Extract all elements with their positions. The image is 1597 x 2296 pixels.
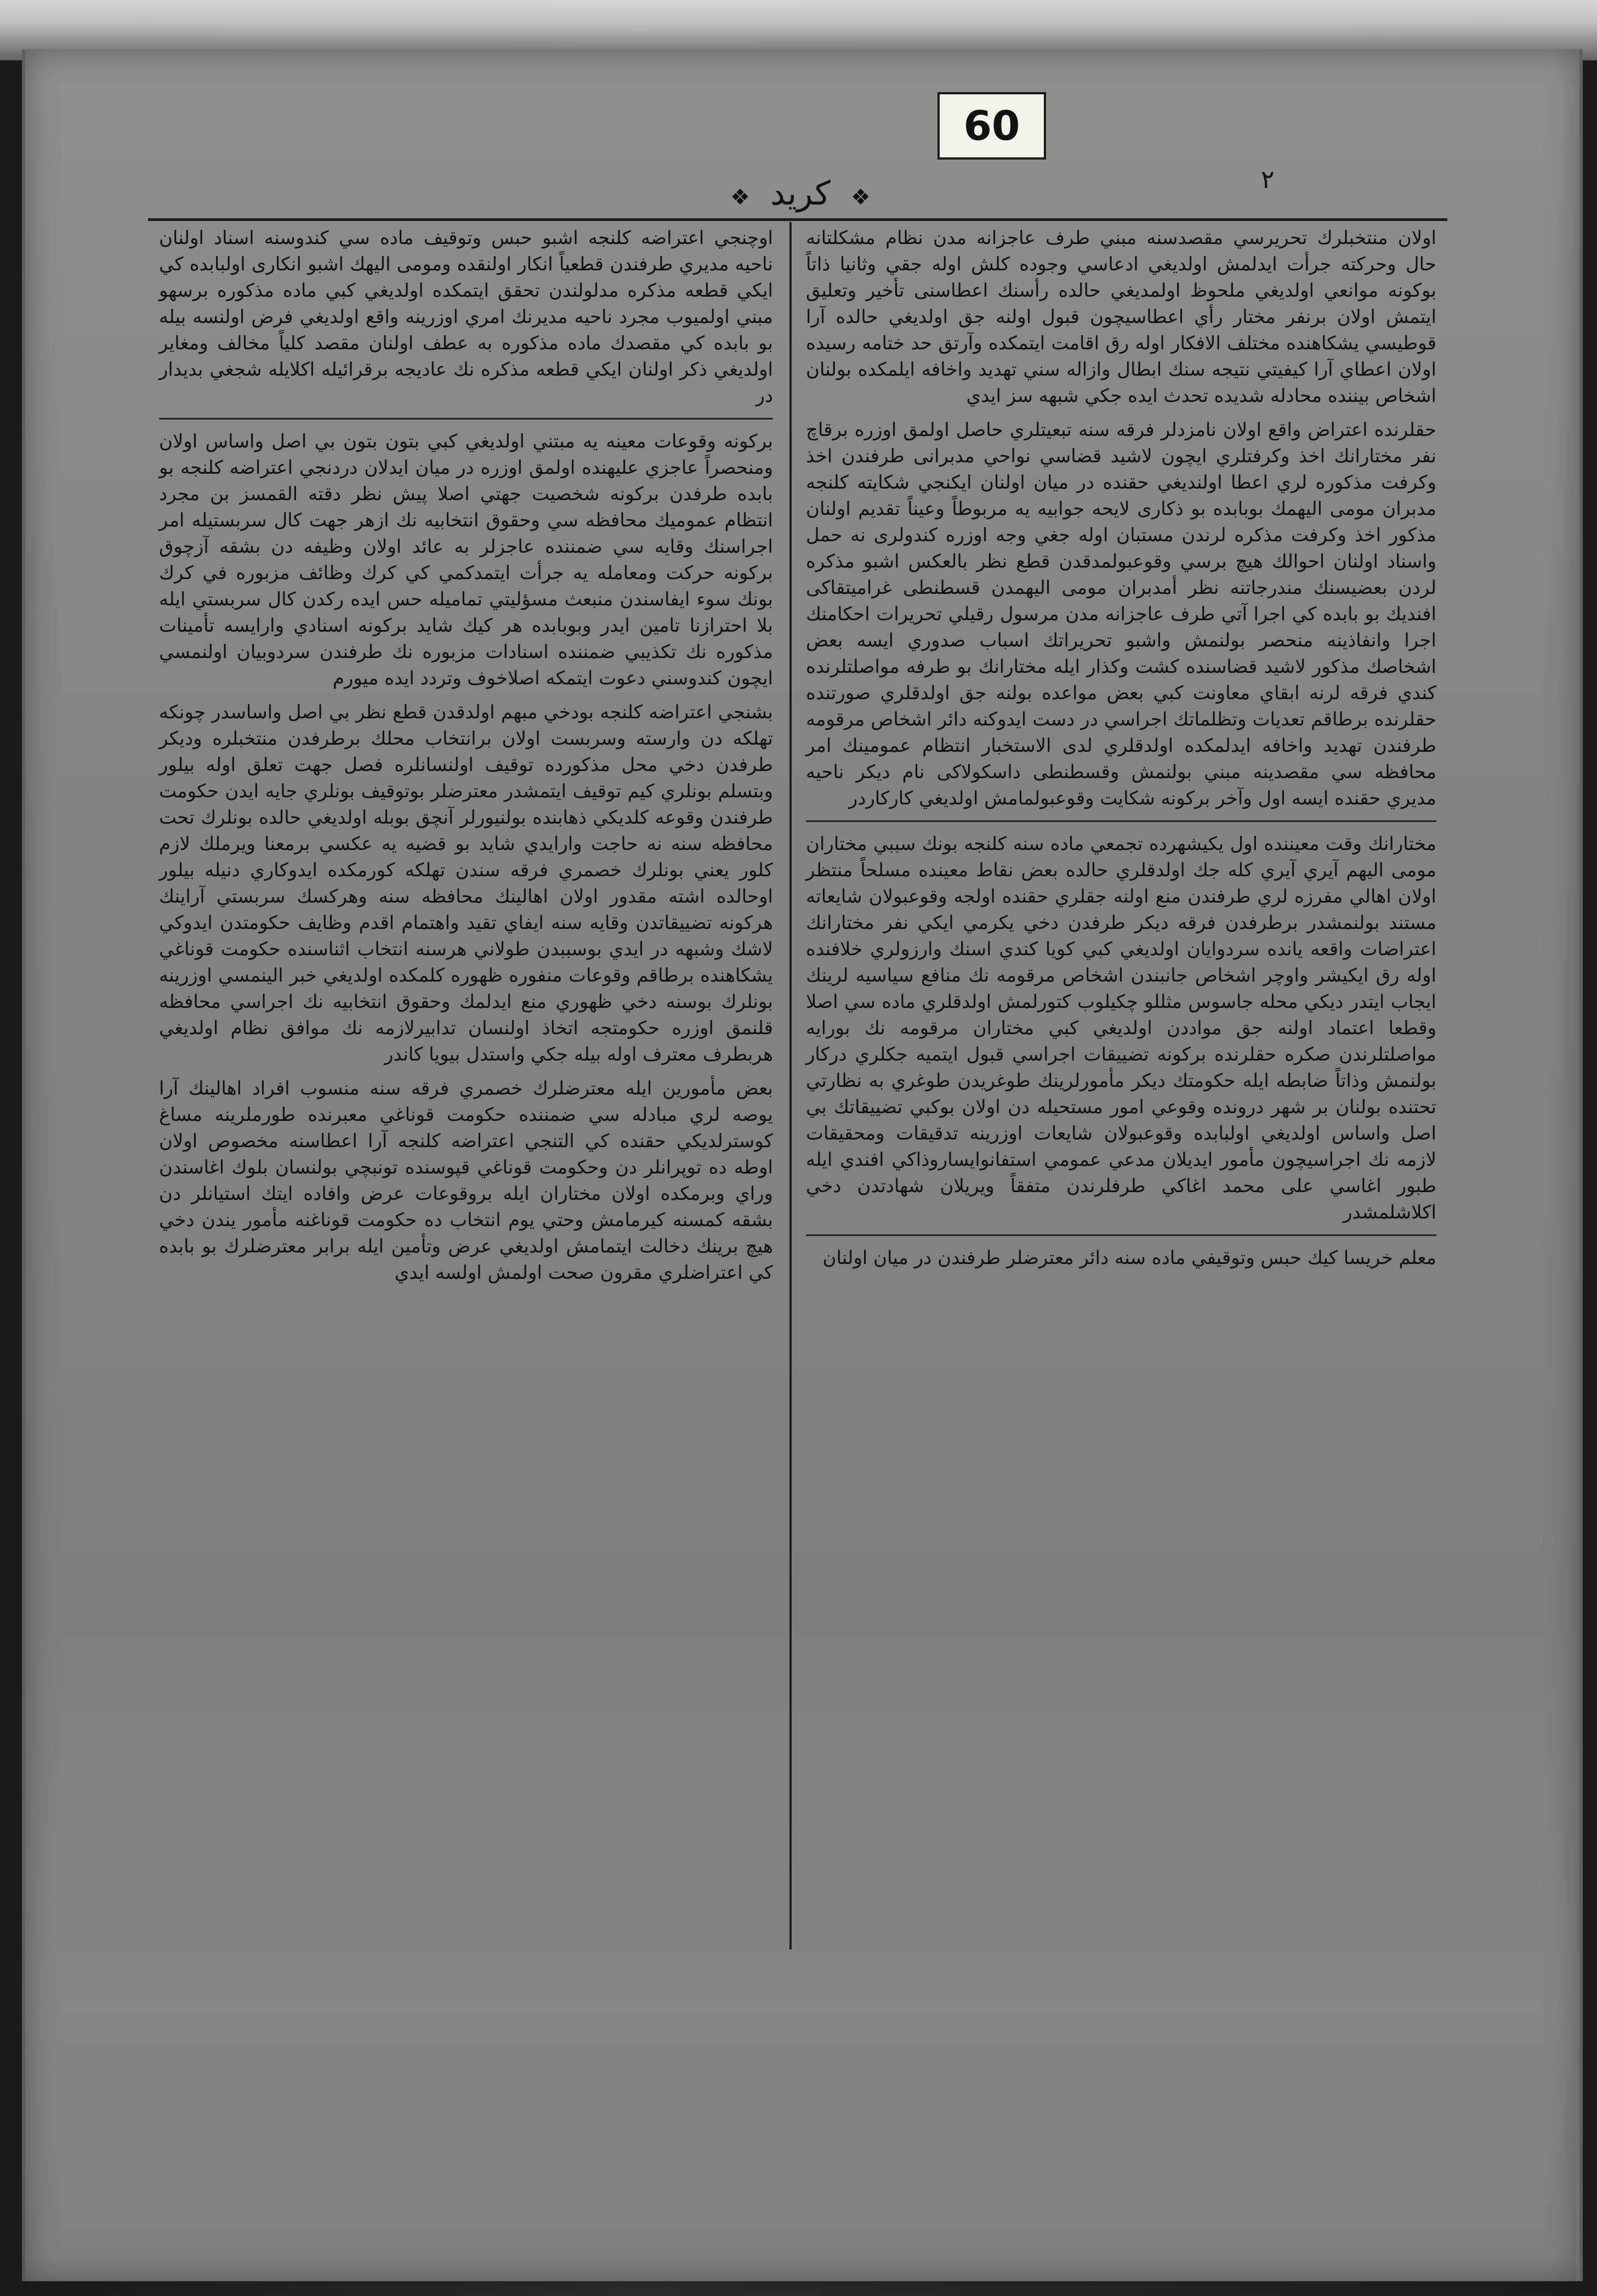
paragraph: اولان منتخبلرك تحريرسي مقصدسنه مبني طرف عاجزانه مدن نظام مشكلتانه حال وحركته جرأت ايدلمش اولديغي ادعاسي وجوده كلش اوله جقي وثانيا ذاتاً بوكونه موانعي اولديغي ملحوظ اولمديغي حالده رأسنك اعطاسنى تأخير وتعليق ايتمش اولان برنفر مختار رأي اعطاسيچون قبول اولنه جق اولديغي حالده آرا قوطيسي يشكاهنده مختلف الافكار اوله رق اقامت ايتمكده وآرتق حد ختامه رسيده اولان اعطاي آرا كيفيتي نتيجه سنك ابطال وازاله سني تهديد واخافه ايلمكده بولنان اشخاص بيننده محادله شديده تحدث ايده جكي شبهه سز ايدي xyxy=(806,227,1436,407)
paragraph: بركونه وقوعات معينه يه مبتني اولديغي كبي بتون بتون بي اصل واساس اولان ومنحصراً عاجزي عليهنده اولمق اوزره در ميان ايدلان دردنجي اعتراضه كلنجه بو بابده طرفدن بركونه شخصيت جهتي اصلا پيش نظر دقته القمسز بن مجرد انتظام عموميك محافظه سي وحقوق انتخابيه نك ازهر جهت كال سربستيله امر اجراسنك وقايه سي ضمننده عاجزلر به عائد اولان وظيفه دن بشقه آزچوق بركونه حركت ومعامله يه جرأت ايتمدكمي كي كرك وظائف مزبوره في كرك بونك سوء ايفاسندن منبعث مسؤليتي تماميله حس ايده ركدن كال سربستي ايله بلا احترازنا تامين ايدر وبوبابده هر كيك شايد بركونه اسنادي وارايسه تأمينات مذكوره نك تكذيبي ضمننده اسنادات مزبوره نك طرفندن سردوبيان اولنمسي ايچون كندوسني دعوت ايتمكه اصلاخوف وتردد ايده ميورم xyxy=(159,430,773,689)
section-divider xyxy=(159,418,773,419)
section-divider xyxy=(806,1234,1436,1236)
folio-number: ٢ xyxy=(1261,165,1275,194)
ornament-icon: ❖ xyxy=(730,185,750,210)
ornament-icon: ❖ xyxy=(851,185,871,210)
paragraph: معلم خريسا كيك حبس وتوقيفي ماده سنه دائر معترضلر طرفندن در ميان اولنان xyxy=(822,1247,1436,1269)
masthead-title: كريد xyxy=(770,174,831,213)
page-bottom-shadow xyxy=(22,2002,1576,2287)
paragraph: بشنجي اعتراضه كلنجه بودخي مبهم اولدقدن قطع نظر بي اصل واساسدر چونكه تهلكه دن وارسته وسربست اولان برانتخاب محلك برطرفدن منتخبلره وديكر طرفدن دخي محل مذكورده توقيف اولنسانلره فصل جهت تعلق اوله بيلور وبتسلم بونلري كيم توقيف ايتمشدر معترضلر بوتوقيف بونلري جايه ايدن حكومت طرفندن وقوعه كلديكي ذهابنده بولنيورلر آنچق بوبله اولديغي حالده بونلرك تحت محافظه سنه نه حاجت وارايدي شايد بو قضيه يه عكسي برمعنا ويرملك لازم كلور يعني بونلرك خصمري فرقه سندن تهلكه كورمكده ايدوكاري دنيله بيلور اوحالده اشته مقدور اولان اهالينك محافظه سنه وهركسك سربستي آراينك هركونه تضييقاتدن وقايه سنه ايفاي تقيد واهتمام اقدم وظايف حكومتدن ايدوكي لاشك وشبهه در ايدي بوسببدن طولاني هرسنه انتخاب اثناسنده حكومت قوناغي يشكاهنده برطاقم وقوعات منفوره ظهوره كلمكده اولديغي خبر الينمسي اوزرينه بونلرك بوسنه دخي ظهوري منع ايدلمك وحقوق انتخابيه نك اجراسي محافظه قلنمق اوزره حكومتجه اتخاذ اولنسان تدابيرلازمه نك موافق نظام اولديغي هربطرف معترف اوله بيله جكي واستدل بيويا كاندر xyxy=(159,701,773,1065)
page-number-label: 60 xyxy=(937,92,1046,160)
paragraph: بعض مأمورين ايله معترضلرك خصمري فرقه سنه منسوب افراد اهالينك آرا يوصه لري مبادله سي ضمننده حكومت قوناغي معبرنده طورملرينه مساغ كوسترلديكي حقنده كي التنجي اعتراضه كلنجه آرا اعطاسنه مخصوص اولان اوطه ده توپرانلر دن وحكومت قوناغي قپوسنده تونبچي بولنسان بلوك اغاسندن وراي وبرمكده اولان مختاران ايله بروقوعات عرض وافاده ايتك استيانلر دن بشقه كمسنه كيرمامش وحتي يوم انتخاب ده حكومت قوناغنه مأمور يندن دخي هيچ برينك دخالت ايتمامش اولديغي عرض وتأمين ايله برابر معترضلرك بو بابده كي اعتراضلري مقرون صحت اولمش اولسه ايدي xyxy=(159,1078,773,1284)
paragraph: حقلرنده اعتراض واقع اولان نامزدلر فرقه سنه تبعيتلري حاصل اولمق اوزره برقاچ نفر مختارانك اخذ وكرفتلري ايچون لاشيد قضاسي نواحي مدبرانى طرفندن اخذ وكرفت مذكوره لري اعطا اولنديغي حقنده در ميان اولنان ايكنجي شكايته كلنجه مدبران مومى اليهمك بوبابده بو ذكارى لايحه جوابيه يه مربوطاً وعيناً تقديم اولنان مذكور اخذ وكرفت مذكره لرندن مستبان اوله جغي وجه اوزره كندولرى نه حمل واسناد اولنان احوالك هيچ برسي وقوعبولمدقدن قطع نظر بالعكس اشبو مذكره لردن بعضيسنك مندرجاتنه نظر أمدبران مومى اليهمدن قسطنطى غراميتقاكى افنديك بو بابده كي اجرا آتي طرف عاجزانه مدن مرسول رقيلي تحريرات احكامنك اجرا وانفاذينه منحصر بولنمش واشبو تحريراتك اسباب صدوري ايسه بعض اشخاصك مذكور لاشيد قضاسنده كشت وكذار ايله مختارانك بو طرفه مواصلتلرنده كندي فرقه لرنه ابقاي معاونت كبي بعض مواعده بولنه جق اولدقلري صورتنده حقلرنده برطاقم تعديات وتظلماتك اجراسي در دست ايدوكنه دائر اشخاص مرقومه طرفندن تهديد واخافه ايدلمكده اولدقلري لدى الاستخبار انتظام عمومينك امر محافظه سي مقصدينه مبني بولنمش وقسطنطى داسكولاكى نام ديكر ناحيه مديري حقنده ايسه اول وآخر بركونه شكايت وقوعبولمامش اولديغي كاركاردر xyxy=(806,419,1436,809)
right-column xyxy=(806,225,1436,1279)
header-rule xyxy=(148,218,1447,221)
paragraph: مختارانك وقت معيننده اول يكيشهرده تجمعي ماده سنه كلنجه بونك سببي مختاران مومى اليهم آيري آيري كله جك اولدقلري حالده بعض نقاط معينده مسلحاً منتظر اولان اهالي مفرزه لري طرفندن منع اولنه جقلري حقنده اولجه وقوعبولان شايعاته مستند بولنمشدر برطرفدن فرقه ديكر طرفدن دخي يكرمي ايكي نفر مختارانك اعتراضات واقعه يانده سردوايان اولديغي كبي كويا كندي اسنك وارزولري خلافنده اوله رق ايكيشر واوچر اشخاص جانبندن اشخاص مرقومه نك منافع سياسيه لرينك ايجاب ايتدر ديكي محله جاسوس مثللو چكيلوب كتورلمش اولدقلري ماده سي اصلا وقطعا اعتماد اولنه جق مواددن اولديغي كبي مختاران مرقومه نك بورايه مواصلتلرندن صكره حقلرنده بركونه تضييقات اجراسي قبول ايتميه جكلري دركار بولنمش وذاتاً ضابطه ايله حكومتك ديكر مأمورلرينك طوغريدن طوغري به نظارتي تحتنده بولنان بر شهر درونده وقوعي امور مستحيله دن اولان بوكبي تضييقاتك بي اصل واساس اولديغي اولبابده وقوعبولان شايعات اوزرينه تدقيقات ومحقيقات لازمه نك اجراسيچون مأمور ايديلان مدعي عمومي استفانوايساروذاكي افندي ايله طبور اغاسي على محمد اغاكي طرفلرندن متفقاً ويريلان شهادتدن دخي اكلاشلمشدر xyxy=(806,833,1436,1223)
section-divider xyxy=(806,820,1436,822)
paragraph: اوچنجي اعتراضه كلنجه اشبو حبس وتوقيف ماده سي كندوسنه اسناد اولنان ناحيه مديري طرفندن قطعياً انكار اولنقده ومومى اليهك اشبو انكارى اولبابده كي ايكي قطعه مذكره مدلولندن تحقق ايتمكده اولديغي كبي ماده مذكوره برسهو مبني اولميوب مجرد ناحيه مديرنك امري اوزرينه واقع اولديغي فرض اولنسه بيله بو بابده كي مقصدك ماده مذكوره به عطف اولنان مقصد كلياً مخالف ومغاير اولديغي ذكر اولنان ايكي قطعه مذكره نك عاديجه برقرائيله اكلايله شجغي بديدار در xyxy=(159,227,774,407)
left-column xyxy=(159,225,773,1294)
masthead xyxy=(647,174,954,213)
column-divider xyxy=(789,222,792,1949)
